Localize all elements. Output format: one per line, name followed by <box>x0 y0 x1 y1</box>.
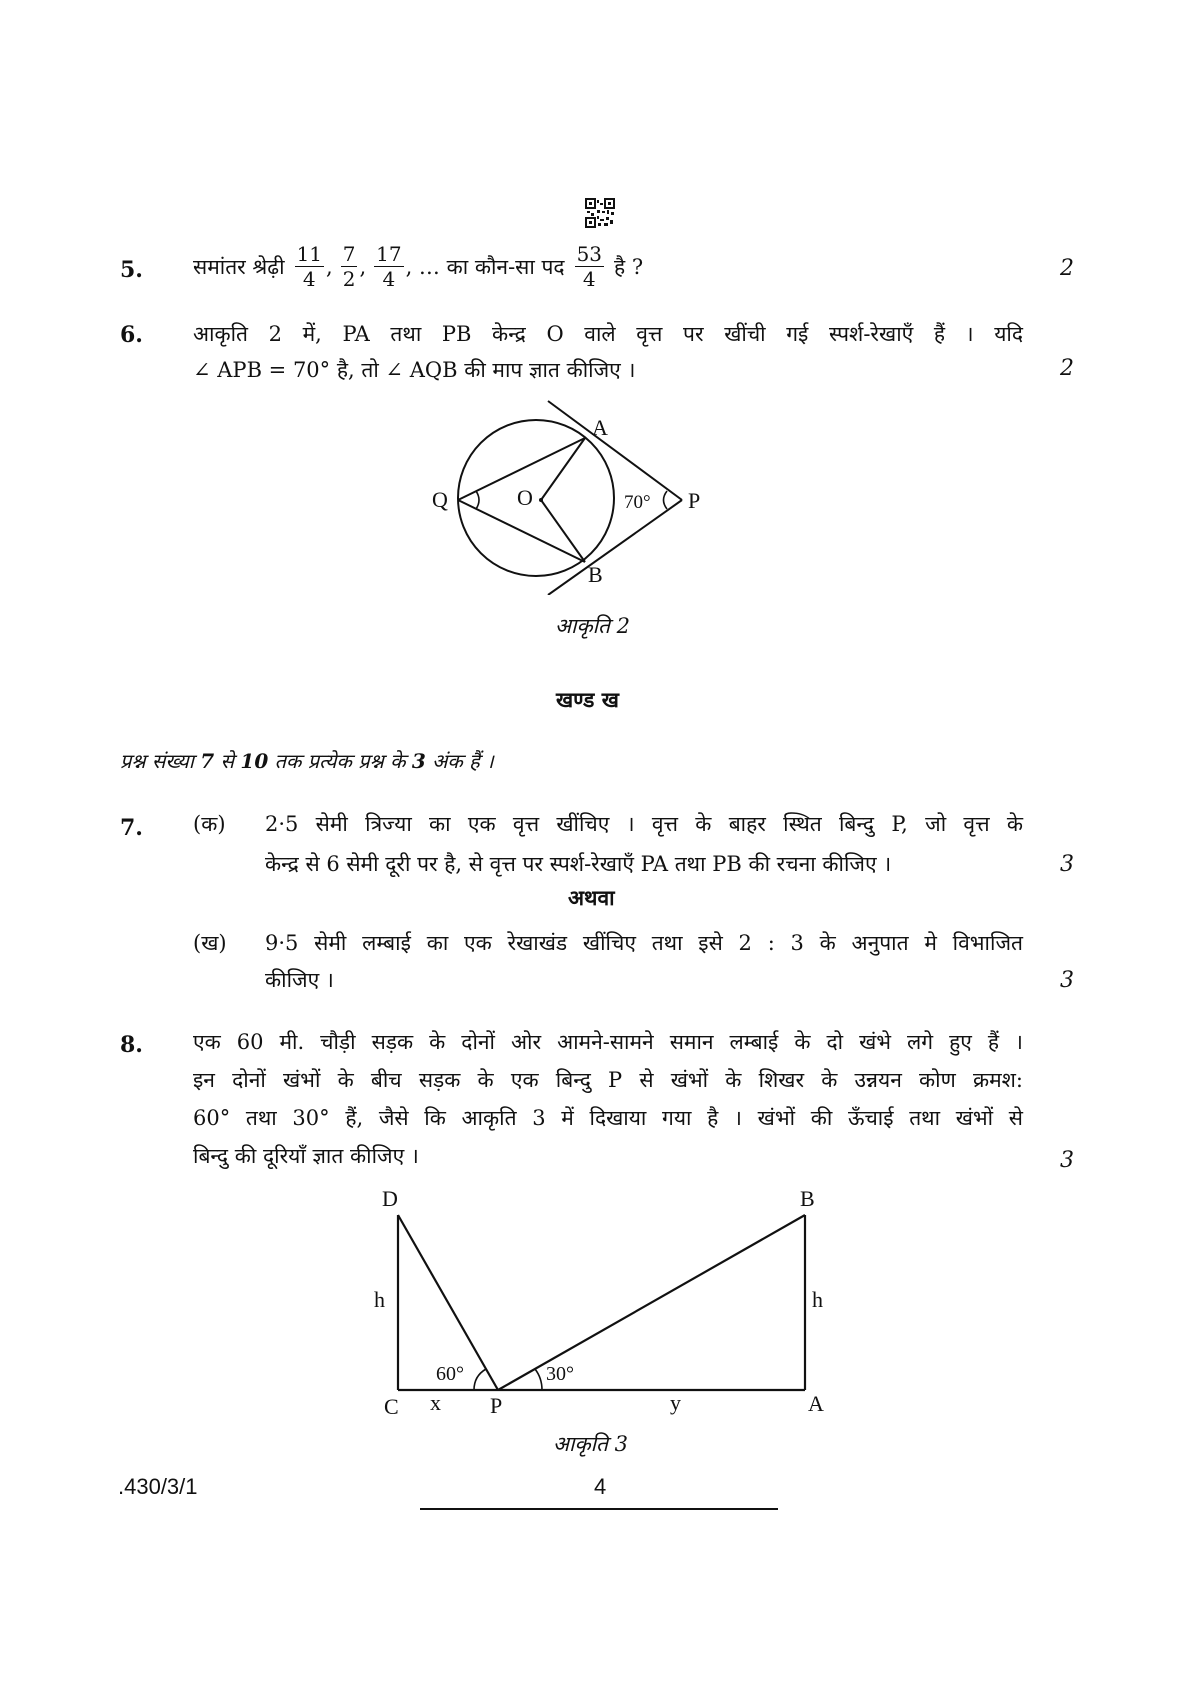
label-A: A <box>592 415 608 440</box>
question-6-line2: ∠ APB = 70° है, तो ∠ AQB की माप ज्ञात कीजिए । <box>193 358 636 382</box>
question-8-line4: बिन्दु की दूरियाँ ज्ञात कीजिए । <box>193 1144 419 1168</box>
label-h-left: h <box>374 1287 385 1312</box>
label-P: P <box>688 488 701 513</box>
question-7a-line1: 2·5 सेमी त्रिज्या का एक वृत्त खींचिए । वृत्त के बाहर स्थित बिन्दु P, जो वृत्त के <box>265 812 1023 836</box>
question-8-marks: 3 <box>1060 1148 1074 1173</box>
section-instruction: प्रश्न संख्या 7 से 10 तक प्रत्येक प्रश्न के 3 अंक हैं । <box>120 749 494 773</box>
page-number: 4 <box>594 1474 607 1499</box>
label-B: B <box>588 562 603 587</box>
label-Q: Q <box>432 487 448 512</box>
question-7-number: 7. <box>120 815 143 841</box>
section-title: खण्ड ख <box>556 687 619 712</box>
qr-code-icon <box>585 198 615 228</box>
label-angle-70: 70° <box>624 492 651 513</box>
question-5-number: 5. <box>120 257 143 283</box>
fraction-7-2: $\frac{7}{2}$ <box>342 242 356 291</box>
figure-2-tangent-diagram <box>420 395 740 595</box>
label-x: x <box>430 1390 441 1415</box>
question-7a-marks: 3 <box>1060 852 1074 877</box>
fraction-11-4: $\frac{11}{4}$ <box>296 242 323 291</box>
figure-3-caption: आकृति 3 <box>553 1432 629 1456</box>
q5-text-prefix: समांतर श्रेढ़ी <box>193 254 285 279</box>
question-6-number: 6. <box>120 322 143 348</box>
question-5-text: समांतर श्रेढ़ी $\frac{11}{4}$ , $\frac{7}{2}$ , $\frac{17}{4}$ , … का कौन-सा पद $\frac{53}{4}$ है ? <box>193 242 644 291</box>
label-O: O <box>517 485 533 510</box>
question-7b-line2: कीजिए । <box>265 968 334 992</box>
label-A: A <box>808 1391 824 1416</box>
question-7b-line1: 9·5 सेमी लम्बाई का एक रेखाखंड खींचिए तथा इसे 2 : 3 के अनुपात मे विभाजित <box>265 931 1023 955</box>
label-y: y <box>670 1390 681 1415</box>
question-8-line2: इन दोनों खंभों के बीच सड़क के एक बिन्दु P से खंभों के शिखर के उन्नयन कोण क्रमश: <box>193 1068 1023 1092</box>
question-7b-label: (ख) <box>193 931 227 955</box>
fraction-17-4: $\frac{17}{4}$ <box>376 242 402 291</box>
question-7b-marks: 3 <box>1060 968 1074 993</box>
question-7a-label: (क) <box>193 812 226 836</box>
q5-text-mid: , … का कौन-सा पद <box>405 254 565 279</box>
question-6-line1: आकृति 2 में, PA तथा PB केन्द्र O वाले वृत्त पर खींची गई स्पर्श-रेखाएँ हैं । यदि <box>193 322 1023 346</box>
label-B: B <box>800 1186 815 1211</box>
label-h-right: h <box>812 1287 823 1312</box>
label-P: P <box>490 1393 503 1418</box>
paper-code: .430/3/1 <box>118 1474 198 1499</box>
question-8-number: 8. <box>120 1032 143 1058</box>
figure-3-poles-diagram <box>360 1180 840 1425</box>
footer-divider <box>420 1508 778 1510</box>
figure-2-caption: आकृति 2 <box>555 614 631 638</box>
fraction-53-4: $\frac{53}{4}$ <box>576 242 603 291</box>
q5-text-suffix: है ? <box>614 254 644 279</box>
or-label: अथवा <box>568 885 615 910</box>
label-C: C <box>384 1394 399 1419</box>
question-8-line1: एक 60 मी. चौड़ी सड़क के दोनों ओर आमने-सामने समान लम्बाई के दो खंभे लगे हुए हैं । <box>193 1030 1023 1054</box>
label-angle-60: 60° <box>436 1363 464 1385</box>
question-5-marks: 2 <box>1060 256 1074 281</box>
question-7a-line2: केन्द्र से 6 सेमी दूरी पर है, से वृत्त पर स्पर्श-रेखाएँ PA तथा PB की रचना कीजिए । <box>265 852 892 876</box>
label-D: D <box>382 1186 398 1211</box>
question-6-marks: 2 <box>1060 356 1074 381</box>
label-angle-30: 30° <box>546 1363 574 1385</box>
question-8-line3: 60° तथा 30° हैं, जैसे कि आकृति 3 में दिखाया गया है । खंभों की ऊँचाई तथा खंभों से <box>193 1106 1023 1130</box>
